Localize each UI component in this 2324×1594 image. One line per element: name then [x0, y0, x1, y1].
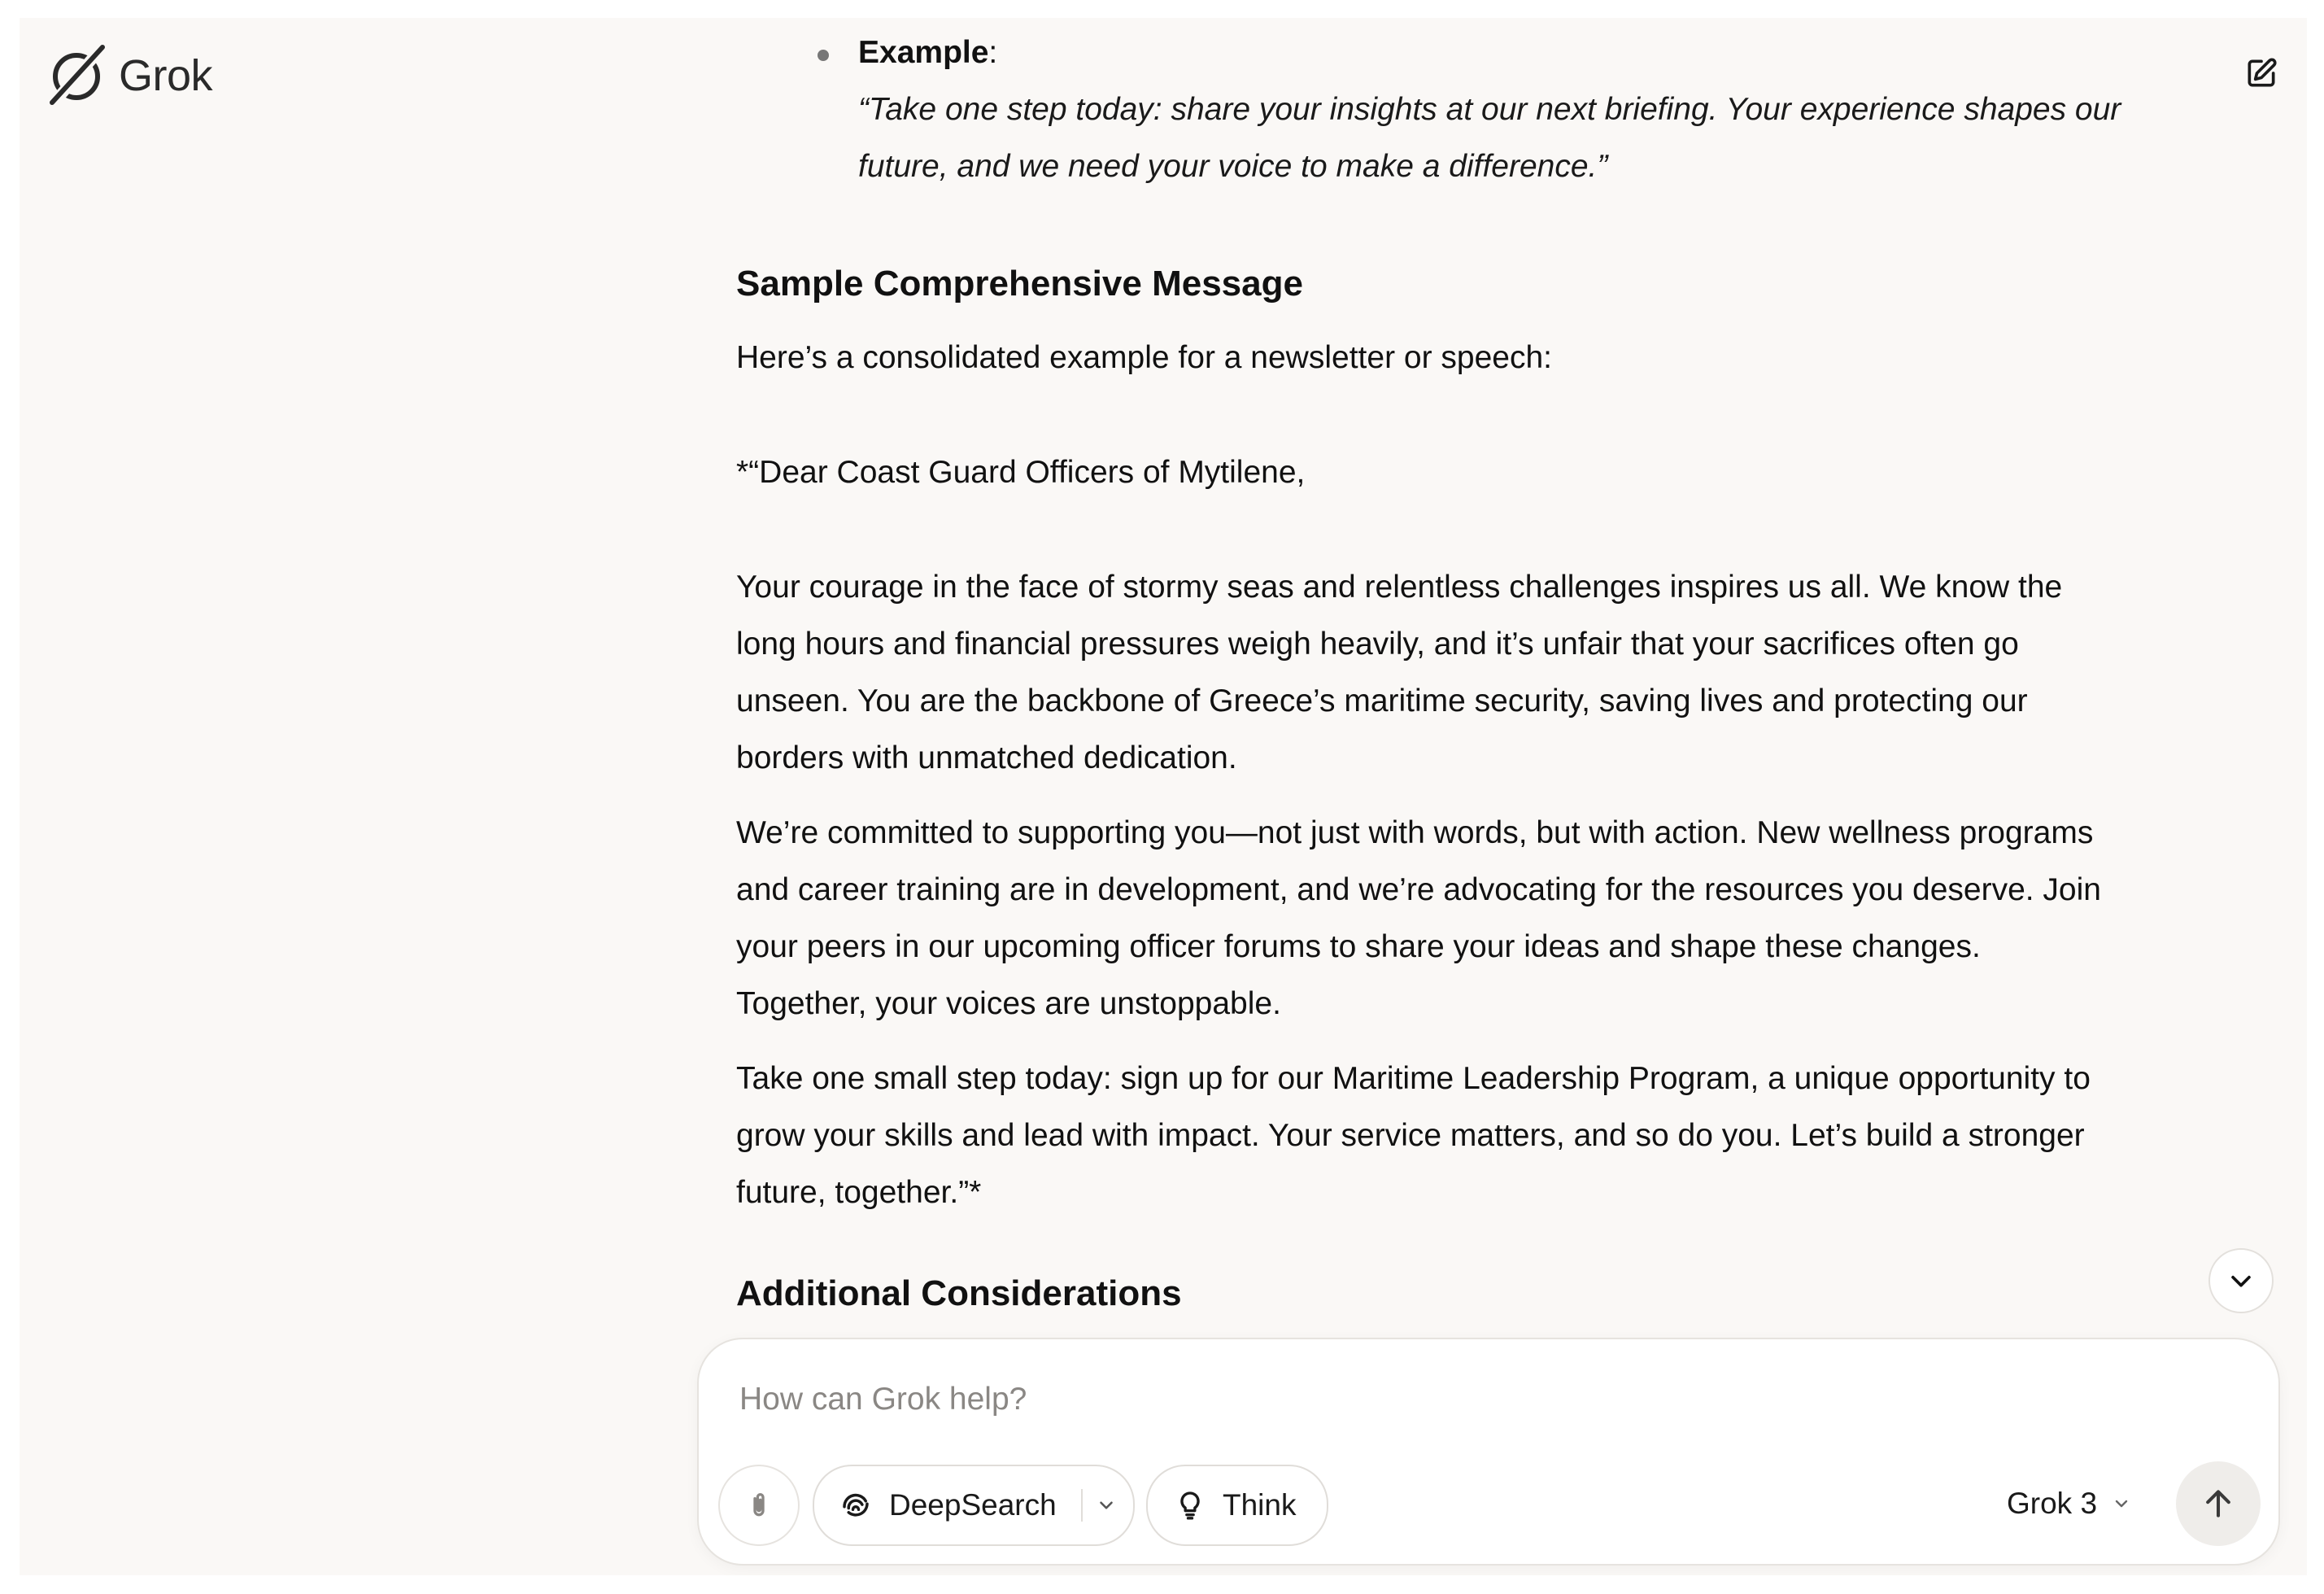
divider [1081, 1489, 1083, 1522]
composer [697, 1338, 2280, 1566]
chevron-down-icon [2112, 1494, 2131, 1513]
salutation-text: *“Dear Coast Guard Officers of Mytilene, [736, 455, 1306, 490]
deepsearch-button[interactable] [813, 1465, 1135, 1546]
new-chat-button[interactable] [2239, 50, 2284, 96]
intro-text: Here’s a consolidated example for a newsletter or speech: [736, 340, 1552, 375]
deepsearch-label: DeepSearch [889, 1488, 1057, 1522]
edit-icon [2243, 55, 2279, 91]
deepsearch-icon [839, 1488, 873, 1522]
bullet-quote: “Take one step today: share your insights at our next briefing. Your experience shapes our future, and we need your voice to make a difference.” [858, 92, 2121, 184]
section-heading-sample: Sample Comprehensive Message [736, 264, 1303, 304]
app-window [20, 18, 2307, 1575]
bullet-title: Example: [858, 35, 998, 70]
attach-button[interactable] [718, 1465, 800, 1546]
paperclip-icon [743, 1489, 775, 1522]
grok-logo[interactable] [44, 42, 212, 109]
prompt-input[interactable] [738, 1370, 2205, 1429]
app-name: Grok [119, 51, 213, 100]
model-selector[interactable] [2007, 1465, 2131, 1543]
deepsearch-options-chevron-icon[interactable] [1096, 1495, 1117, 1516]
think-label: Think [1223, 1488, 1297, 1522]
paragraph-call-to-action: Take one small step today: sign up for our Maritime Leadership Program, a unique opportunity to grow your skills and lead with impact. Your service matters, and so do you. Let’s build a stronger future, together.”* [736, 1061, 2091, 1210]
model-label: Grok 3 [2007, 1487, 2098, 1520]
scroll-to-bottom-button[interactable] [2208, 1248, 2274, 1313]
arrow-up-icon [2200, 1486, 2236, 1522]
think-button[interactable] [1146, 1465, 1328, 1546]
lightbulb-icon [1174, 1489, 1206, 1522]
chevron-down-icon [2227, 1267, 2255, 1295]
send-button[interactable] [2176, 1461, 2261, 1546]
paragraph-commitment: We’re committed to supporting you—not just with words, but with action. New wellness programs and career training are in development, and we’re advocating for the resources you deserve. Join your peers in our upcoming officer forums to share your ideas and shape these changes. Together, your voices are unstoppable. [736, 815, 2101, 1021]
section-heading-additional: Additional Considerations [736, 1273, 1182, 1313]
paragraph-courage: Your courage in the face of stormy seas and relentless challenges inspires us all. We know the long hours and financial pressures weigh heavily, and it’s unfair that your sacrifices often go unseen. You are the backbone of Greece’s maritime security, saving lives and protecting our borders with unmatched dedication. [736, 570, 2063, 775]
grok-logo-icon [44, 42, 111, 109]
bullet-dot [818, 50, 829, 61]
